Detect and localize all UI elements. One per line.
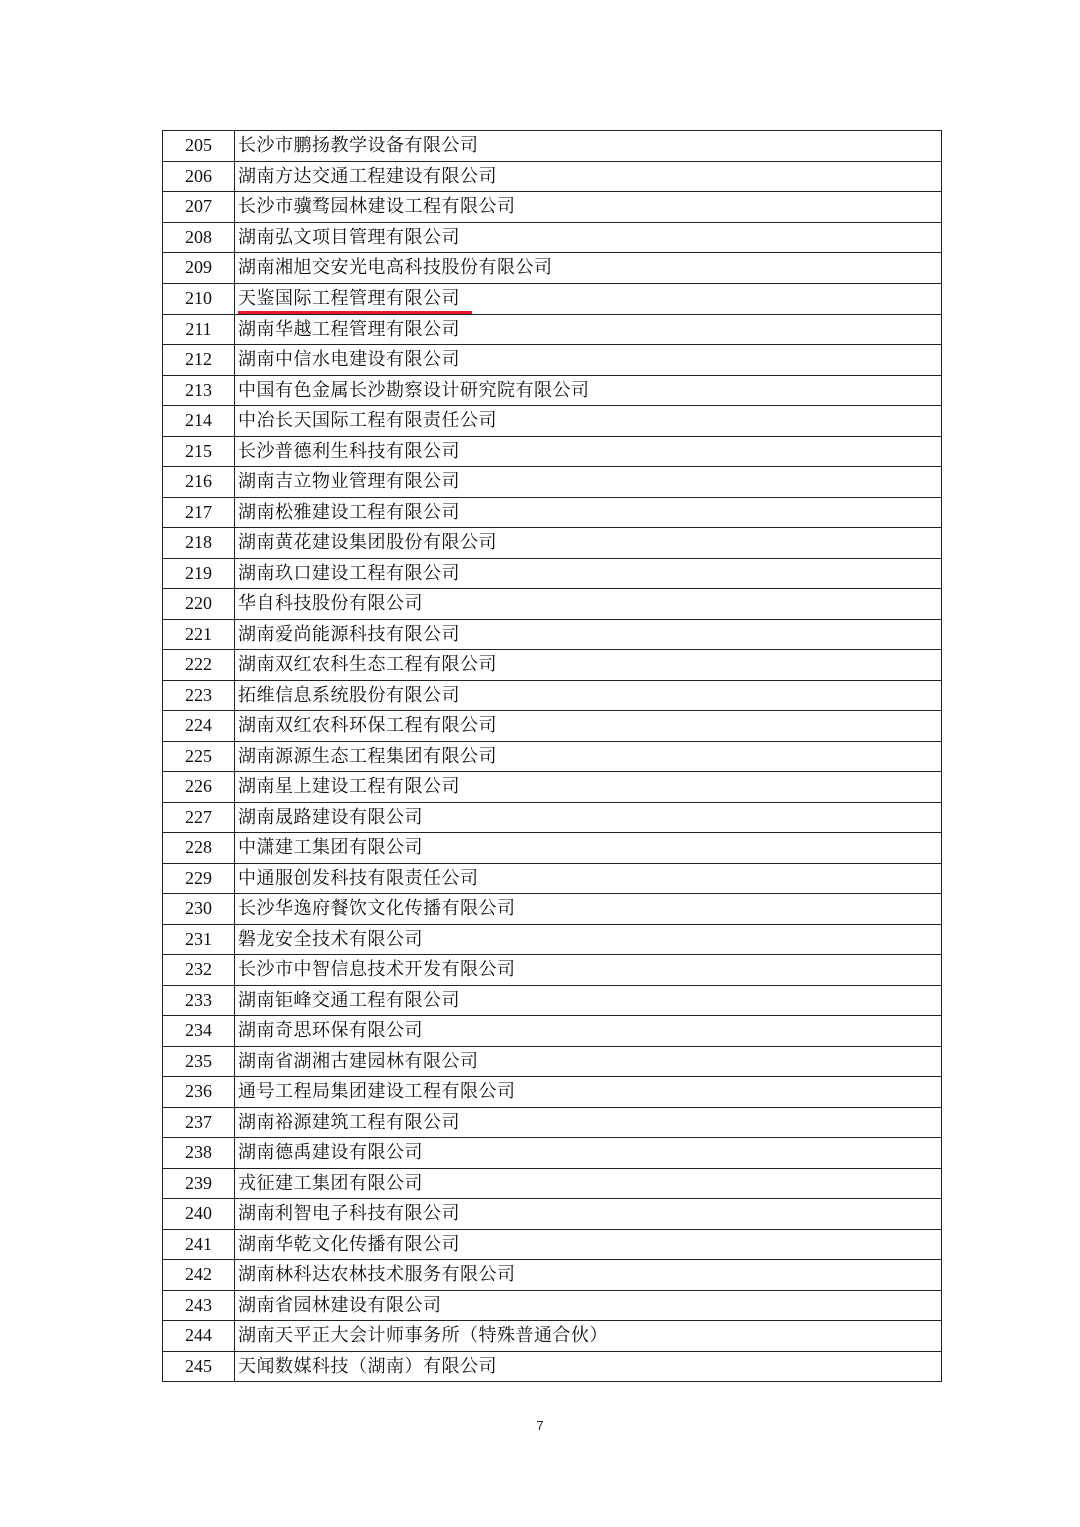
highlighted-company-name: 天鉴国际工程管理有限公司 — [238, 286, 472, 314]
row-number: 214 — [163, 406, 235, 437]
table-row — [163, 1351, 942, 1382]
table-row — [163, 467, 942, 498]
row-number: 221 — [163, 619, 235, 650]
row-number: 219 — [163, 558, 235, 589]
row-number: 209 — [163, 253, 235, 284]
company-name-cell: 湖南天平正大会计师事务所（特殊普通合伙） — [235, 1321, 942, 1352]
table-row — [163, 314, 942, 345]
row-number: 222 — [163, 650, 235, 681]
table-row — [163, 650, 942, 681]
row-number: 226 — [163, 772, 235, 803]
table-row — [163, 1138, 942, 1169]
row-number: 218 — [163, 528, 235, 559]
table-row — [163, 1046, 942, 1077]
company-name-cell: 湖南黄花建设集团股份有限公司 — [235, 528, 942, 559]
company-name-cell: 湖南双红农科环保工程有限公司 — [235, 711, 942, 742]
table-row — [163, 283, 942, 314]
table-row — [163, 802, 942, 833]
row-number: 224 — [163, 711, 235, 742]
row-number: 232 — [163, 955, 235, 986]
company-name-cell: 长沙市骥骛园林建设工程有限公司 — [235, 192, 942, 223]
row-number: 228 — [163, 833, 235, 864]
table-row — [163, 436, 942, 467]
company-name-cell: 湖南裕源建筑工程有限公司 — [235, 1107, 942, 1138]
company-list-table — [162, 130, 942, 1382]
row-number: 229 — [163, 863, 235, 894]
company-name-cell: 长沙市鹏扬教学设备有限公司 — [235, 131, 942, 162]
row-number: 207 — [163, 192, 235, 223]
company-name-cell: 湖南星上建设工程有限公司 — [235, 772, 942, 803]
company-name-cell: 湖南方达交通工程建设有限公司 — [235, 161, 942, 192]
row-number: 236 — [163, 1077, 235, 1108]
company-name-cell: 天闻数媒科技（湖南）有限公司 — [235, 1351, 942, 1382]
table-row — [163, 1260, 942, 1291]
company-name-cell: 湖南省园林建设有限公司 — [235, 1290, 942, 1321]
company-name-cell: 湖南奇思环保有限公司 — [235, 1016, 942, 1047]
table-row — [163, 1077, 942, 1108]
table-row — [163, 375, 942, 406]
table-row — [163, 863, 942, 894]
row-number: 231 — [163, 924, 235, 955]
table-row — [163, 894, 942, 925]
company-name-cell: 长沙华逸府餐饮文化传播有限公司 — [235, 894, 942, 925]
row-number: 245 — [163, 1351, 235, 1382]
row-number: 220 — [163, 589, 235, 620]
row-number: 233 — [163, 985, 235, 1016]
table-row — [163, 711, 942, 742]
company-name-cell: 湖南华越工程管理有限公司 — [235, 314, 942, 345]
row-number: 211 — [163, 314, 235, 345]
table-row — [163, 1168, 942, 1199]
company-name-cell: 湖南林科达农林技术服务有限公司 — [235, 1260, 942, 1291]
table-row — [163, 589, 942, 620]
table-row — [163, 558, 942, 589]
row-number: 208 — [163, 222, 235, 253]
company-name-cell: 湖南玖口建设工程有限公司 — [235, 558, 942, 589]
table-row — [163, 222, 942, 253]
row-number: 217 — [163, 497, 235, 528]
row-number: 242 — [163, 1260, 235, 1291]
company-name-cell: 通号工程局集团建设工程有限公司 — [235, 1077, 942, 1108]
table-row — [163, 192, 942, 223]
table-row — [163, 1199, 942, 1230]
row-number: 240 — [163, 1199, 235, 1230]
company-name-cell: 拓维信息系统股份有限公司 — [235, 680, 942, 711]
table-row — [163, 924, 942, 955]
table-row — [163, 1290, 942, 1321]
table-row — [163, 955, 942, 986]
row-number: 215 — [163, 436, 235, 467]
company-name-cell: 湖南吉立物业管理有限公司 — [235, 467, 942, 498]
company-name-cell: 中国有色金属长沙勘察设计研究院有限公司 — [235, 375, 942, 406]
table-row — [163, 741, 942, 772]
company-name-cell: 华自科技股份有限公司 — [235, 589, 942, 620]
company-name-cell: 湖南钜峰交通工程有限公司 — [235, 985, 942, 1016]
row-number: 205 — [163, 131, 235, 162]
row-number: 238 — [163, 1138, 235, 1169]
row-number: 216 — [163, 467, 235, 498]
table-row — [163, 528, 942, 559]
company-name-cell: 长沙普德利生科技有限公司 — [235, 436, 942, 467]
row-number: 206 — [163, 161, 235, 192]
row-number: 239 — [163, 1168, 235, 1199]
row-number: 241 — [163, 1229, 235, 1260]
row-number: 244 — [163, 1321, 235, 1352]
company-name-cell: 湖南弘文项目管理有限公司 — [235, 222, 942, 253]
table-row — [163, 497, 942, 528]
company-name-cell: 湖南利智电子科技有限公司 — [235, 1199, 942, 1230]
company-name-cell: 中通服创发科技有限责任公司 — [235, 863, 942, 894]
table-row — [163, 833, 942, 864]
row-number: 234 — [163, 1016, 235, 1047]
table-row — [163, 619, 942, 650]
company-name-cell: 湖南湘旭交安光电高科技股份有限公司 — [235, 253, 942, 284]
company-name-cell: 湖南爱尚能源科技有限公司 — [235, 619, 942, 650]
page-number: 7 — [536, 1418, 544, 1433]
company-name-cell: 湖南华乾文化传播有限公司 — [235, 1229, 942, 1260]
company-name-cell: 戎征建工集团有限公司 — [235, 1168, 942, 1199]
company-name-cell: 湖南省湖湘古建园林有限公司 — [235, 1046, 942, 1077]
company-name-cell: 磐龙安全技术有限公司 — [235, 924, 942, 955]
row-number: 213 — [163, 375, 235, 406]
table-row — [163, 253, 942, 284]
row-number: 212 — [163, 345, 235, 376]
table-row — [163, 1107, 942, 1138]
table-row — [163, 131, 942, 162]
company-list-body — [163, 131, 942, 1382]
company-name-cell: 长沙市中智信息技术开发有限公司 — [235, 955, 942, 986]
company-name-cell: 湖南双红农科生态工程有限公司 — [235, 650, 942, 681]
company-name-cell: 中冶长天国际工程有限责任公司 — [235, 406, 942, 437]
company-name-cell: 湖南源源生态工程集团有限公司 — [235, 741, 942, 772]
company-name-cell: 湖南德禹建设有限公司 — [235, 1138, 942, 1169]
table-row — [163, 1321, 942, 1352]
company-name-cell: 湖南晟路建设有限公司 — [235, 802, 942, 833]
row-number: 210 — [163, 283, 235, 314]
company-name-cell: 湖南中信水电建设有限公司 — [235, 345, 942, 376]
row-number: 227 — [163, 802, 235, 833]
table-row — [163, 985, 942, 1016]
table-row — [163, 772, 942, 803]
table-row — [163, 406, 942, 437]
table-row — [163, 345, 942, 376]
company-name-cell — [235, 283, 942, 314]
row-number: 225 — [163, 741, 235, 772]
row-number: 237 — [163, 1107, 235, 1138]
row-number: 235 — [163, 1046, 235, 1077]
row-number: 230 — [163, 894, 235, 925]
company-name-cell: 湖南松雅建设工程有限公司 — [235, 497, 942, 528]
table-row — [163, 1016, 942, 1047]
company-name-cell: 中潇建工集团有限公司 — [235, 833, 942, 864]
table-row — [163, 161, 942, 192]
row-number: 243 — [163, 1290, 235, 1321]
table-row — [163, 680, 942, 711]
table-row — [163, 1229, 942, 1260]
row-number: 223 — [163, 680, 235, 711]
